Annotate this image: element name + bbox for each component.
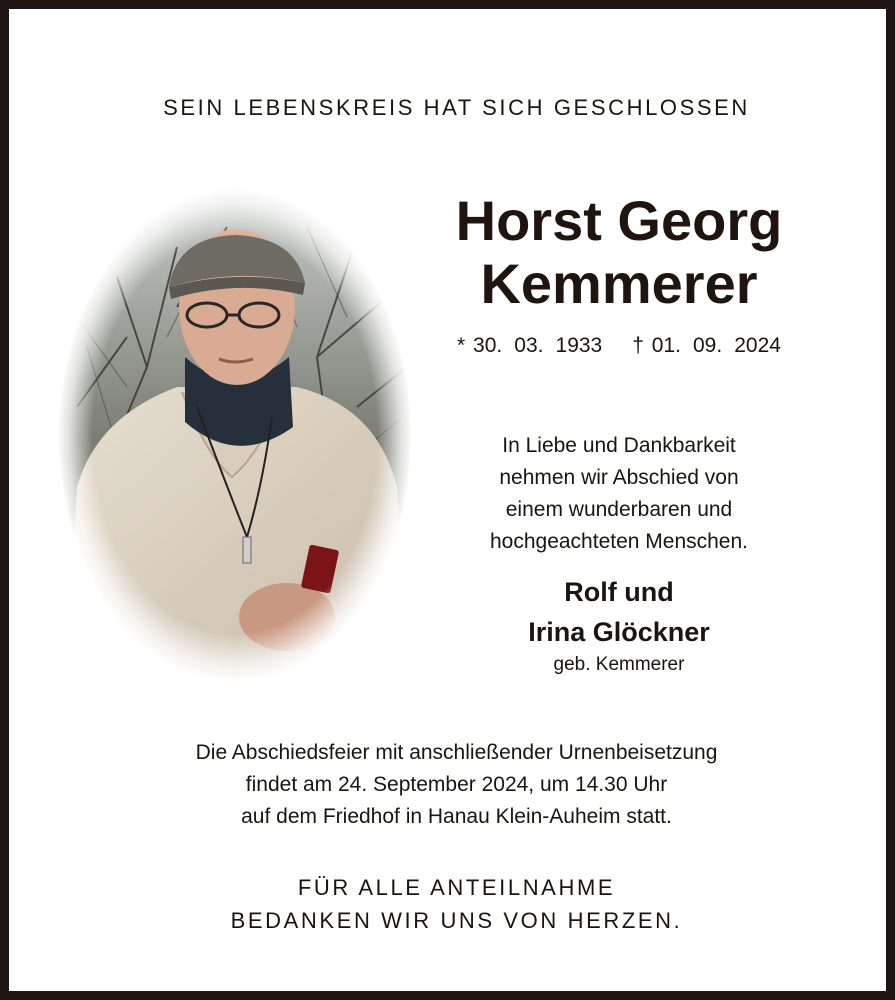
death-date: † 01. 09. 2024: [632, 334, 781, 357]
birth-date: * 30. 03. 1933: [457, 334, 603, 357]
service-line: auf dem Friedhof in Hanau Klein-Auheim statt.: [241, 805, 672, 828]
tribute-text: [419, 430, 819, 558]
tribute-line: In Liebe und Dankbarkeit: [502, 434, 736, 457]
thanks-line: FÜR ALLE ANTEILNAHME: [297, 875, 616, 900]
family-line-1: Rolf und: [564, 577, 674, 607]
deceased-name-line-1: Horst Georg: [455, 189, 783, 252]
tribute-line: einem wunderbaren und: [505, 498, 733, 521]
tribute-line: hochgeachteten Menschen.: [489, 530, 749, 553]
maiden-name: geb. Kemmerer: [553, 654, 685, 675]
life-dates: [419, 334, 819, 358]
thanks-text: [9, 871, 895, 937]
deceased-name-line-2: Kemmerer: [480, 252, 758, 315]
portrait-photo: [57, 187, 413, 683]
deceased-name: [419, 189, 819, 315]
service-details: [9, 737, 895, 833]
motto-heading: SEIN LEBENSKREIS HAT SICH GESCHLOSSEN: [163, 95, 750, 120]
service-line: Die Abschiedsfeier mit anschließender Urnenbeisetzung: [195, 741, 718, 764]
tribute-line: nehmen wir Abschied von: [499, 466, 739, 489]
family-line-2: Irina Glöckner: [528, 617, 710, 647]
thanks-line: BEDANKEN WIR UNS VON HERZEN.: [230, 908, 683, 933]
service-line: findet am 24. September 2024, um 14.30 Uhr: [245, 773, 668, 796]
family-names: [419, 572, 819, 652]
